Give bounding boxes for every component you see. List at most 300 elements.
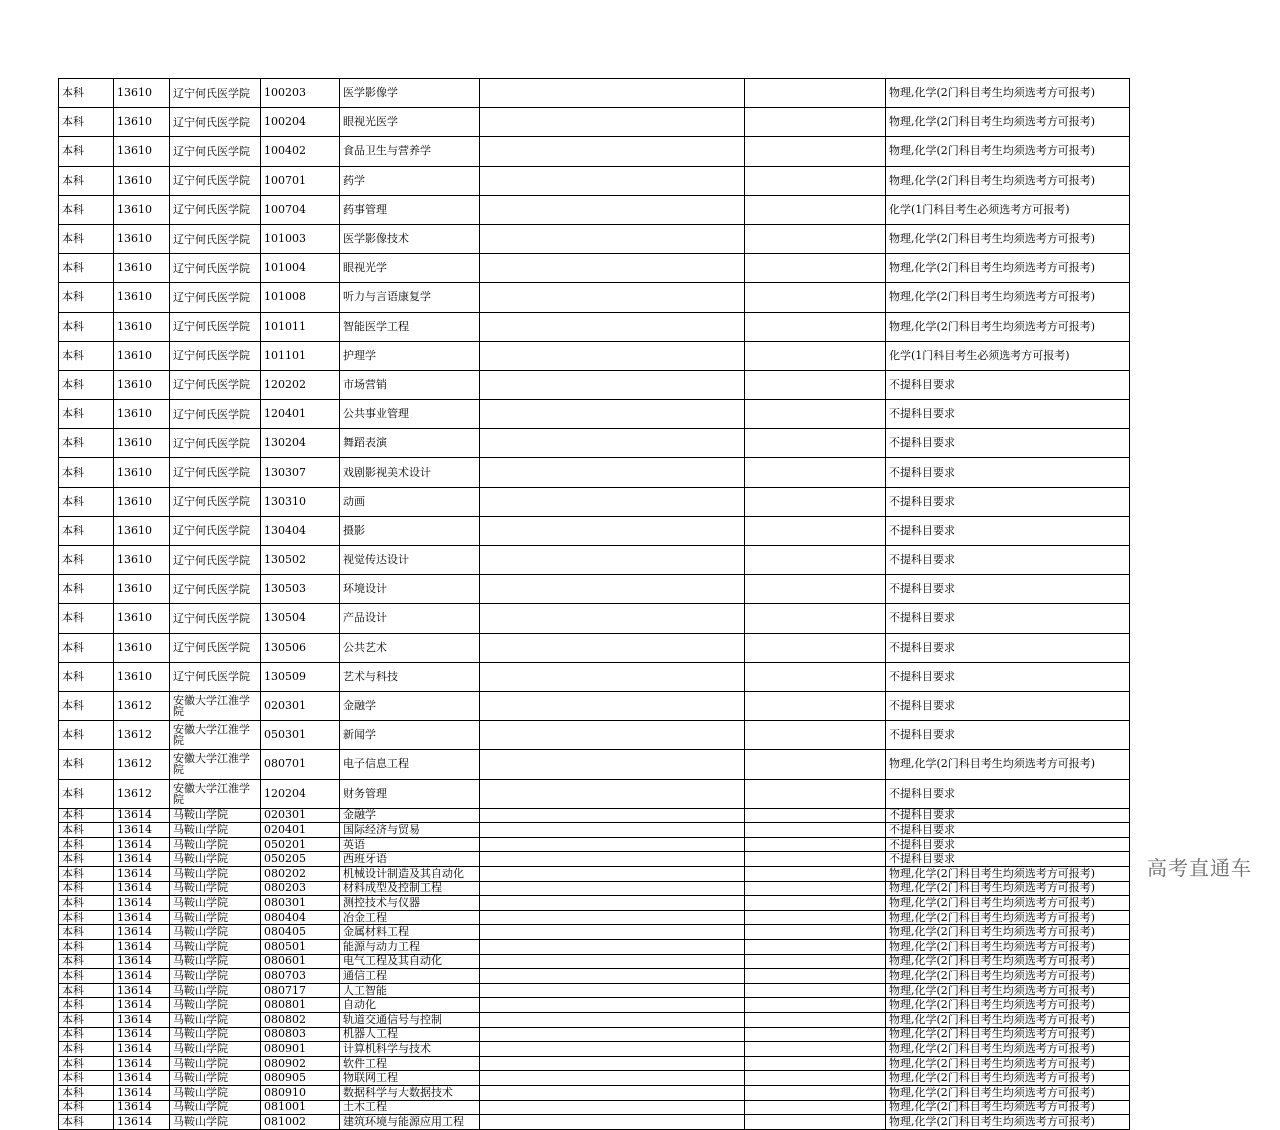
level-cell: 本科 xyxy=(59,254,114,283)
major-name-cell: 计算机科学与技术 xyxy=(340,1042,480,1057)
school-code-cell: 13610 xyxy=(114,516,170,545)
major-name-cell: 金融学 xyxy=(340,808,480,823)
blank-cell-b xyxy=(745,867,886,882)
table-row xyxy=(59,1085,1130,1100)
major-code-cell: 050201 xyxy=(261,837,340,852)
subject-requirement-cell: 不提科目要求 xyxy=(886,546,1130,575)
subject-requirement-cell: 物理,化学(2门科目考生均须选考方可报考) xyxy=(886,79,1130,108)
blank-cell-b xyxy=(745,370,886,399)
table-row xyxy=(59,1013,1130,1028)
major-code-cell: 130502 xyxy=(261,546,340,575)
major-name-cell: 机械设计制造及其自动化 xyxy=(340,867,480,882)
school-code-cell: 13614 xyxy=(114,881,170,896)
school-code-cell: 13614 xyxy=(114,867,170,882)
major-code-cell: 080901 xyxy=(261,1042,340,1057)
school-name-cell: 马鞍山学院 xyxy=(170,910,261,925)
blank-cell-b xyxy=(745,546,886,575)
school-code-cell: 13610 xyxy=(114,137,170,166)
level-cell: 本科 xyxy=(59,633,114,662)
subject-requirement-cell: 物理,化学(2门科目考生均须选考方可报考) xyxy=(886,954,1130,969)
school-code-cell: 13610 xyxy=(114,224,170,253)
level-cell: 本科 xyxy=(59,516,114,545)
blank-cell-a xyxy=(480,750,745,779)
major-code-cell: 050301 xyxy=(261,721,340,750)
major-code-cell: 120204 xyxy=(261,779,340,808)
table-row xyxy=(59,633,1130,662)
school-name-cell: 马鞍山学院 xyxy=(170,1056,261,1071)
blank-cell-b xyxy=(745,312,886,341)
major-code-cell: 080404 xyxy=(261,910,340,925)
table-row xyxy=(59,940,1130,955)
level-cell: 本科 xyxy=(59,429,114,458)
school-name-cell: 马鞍山学院 xyxy=(170,823,261,838)
major-code-cell: 101003 xyxy=(261,224,340,253)
table-row xyxy=(59,546,1130,575)
blank-cell-a xyxy=(480,969,745,984)
blank-cell-b xyxy=(745,429,886,458)
blank-cell-b xyxy=(745,691,886,720)
major-name-cell: 药学 xyxy=(340,166,480,195)
blank-cell-a xyxy=(480,487,745,516)
blank-cell-a xyxy=(480,881,745,896)
subject-requirement-cell: 物理,化学(2门科目考生均须选考方可报考) xyxy=(886,312,1130,341)
school-name-cell: 马鞍山学院 xyxy=(170,925,261,940)
major-code-cell: 130509 xyxy=(261,662,340,691)
school-code-cell: 13610 xyxy=(114,341,170,370)
subject-requirement-cell: 不提科目要求 xyxy=(886,370,1130,399)
school-name-cell: 辽宁何氏医学院 xyxy=(170,283,261,312)
school-code-cell: 13612 xyxy=(114,750,170,779)
school-code-cell: 13614 xyxy=(114,1042,170,1057)
subject-requirement-cell: 不提科目要求 xyxy=(886,852,1130,867)
blank-cell-b xyxy=(745,1042,886,1057)
level-cell: 本科 xyxy=(59,881,114,896)
major-name-cell: 戏剧影视美术设计 xyxy=(340,458,480,487)
blank-cell-a xyxy=(480,1013,745,1028)
major-name-cell: 物联网工程 xyxy=(340,1071,480,1086)
major-code-cell: 101008 xyxy=(261,283,340,312)
major-code-cell: 120202 xyxy=(261,370,340,399)
table-row xyxy=(59,1100,1130,1115)
blank-cell-b xyxy=(745,458,886,487)
level-cell: 本科 xyxy=(59,458,114,487)
school-code-cell: 13610 xyxy=(114,370,170,399)
major-code-cell: 080501 xyxy=(261,940,340,955)
school-code-cell: 13614 xyxy=(114,1085,170,1100)
school-name-cell: 马鞍山学院 xyxy=(170,852,261,867)
school-name-cell: 马鞍山学院 xyxy=(170,1071,261,1086)
major-name-cell: 财务管理 xyxy=(340,779,480,808)
blank-cell-a xyxy=(480,575,745,604)
school-name-cell: 辽宁何氏医学院 xyxy=(170,224,261,253)
major-name-cell: 测控技术与仪器 xyxy=(340,896,480,911)
major-code-cell: 080202 xyxy=(261,867,340,882)
school-code-cell: 13614 xyxy=(114,998,170,1013)
major-code-cell: 130204 xyxy=(261,429,340,458)
table-row xyxy=(59,969,1130,984)
blank-cell-b xyxy=(745,1100,886,1115)
blank-cell-a xyxy=(480,925,745,940)
blank-cell-b xyxy=(745,662,886,691)
school-code-cell: 13614 xyxy=(114,837,170,852)
level-cell: 本科 xyxy=(59,108,114,137)
table-row xyxy=(59,896,1130,911)
blank-cell-a xyxy=(480,546,745,575)
table-row xyxy=(59,998,1130,1013)
school-code-cell: 13610 xyxy=(114,283,170,312)
table-row xyxy=(59,750,1130,779)
level-cell: 本科 xyxy=(59,546,114,575)
blank-cell-a xyxy=(480,954,745,969)
school-name-cell: 辽宁何氏医学院 xyxy=(170,487,261,516)
table-row xyxy=(59,910,1130,925)
school-name-cell: 马鞍山学院 xyxy=(170,867,261,882)
blank-cell-a xyxy=(480,633,745,662)
subject-requirement-cell: 化学(1门科目考生必须选考方可报考) xyxy=(886,195,1130,224)
major-name-cell: 公共艺术 xyxy=(340,633,480,662)
major-name-cell: 金属材料工程 xyxy=(340,925,480,940)
school-name-cell: 马鞍山学院 xyxy=(170,1100,261,1115)
blank-cell-a xyxy=(480,1056,745,1071)
subject-requirement-cell: 物理,化学(2门科目考生均须选考方可报考) xyxy=(886,1042,1130,1057)
subject-requirement-cell: 不提科目要求 xyxy=(886,633,1130,662)
subject-requirement-cell: 物理,化学(2门科目考生均须选考方可报考) xyxy=(886,224,1130,253)
blank-cell-a xyxy=(480,312,745,341)
major-code-cell: 101004 xyxy=(261,254,340,283)
table-row xyxy=(59,983,1130,998)
level-cell: 本科 xyxy=(59,954,114,969)
school-code-cell: 13614 xyxy=(114,852,170,867)
table-row xyxy=(59,283,1130,312)
school-code-cell: 13610 xyxy=(114,166,170,195)
blank-cell-b xyxy=(745,881,886,896)
school-name-cell: 辽宁何氏医学院 xyxy=(170,312,261,341)
level-cell: 本科 xyxy=(59,925,114,940)
blank-cell-b xyxy=(745,224,886,253)
major-name-cell: 西班牙语 xyxy=(340,852,480,867)
table-row xyxy=(59,1056,1130,1071)
subject-requirement-cell: 物理,化学(2门科目考生均须选考方可报考) xyxy=(886,940,1130,955)
blank-cell-b xyxy=(745,1027,886,1042)
blank-cell-a xyxy=(480,721,745,750)
school-name-cell: 辽宁何氏医学院 xyxy=(170,79,261,108)
subject-requirement-cell: 物理,化学(2门科目考生均须选考方可报考) xyxy=(886,1100,1130,1115)
level-cell: 本科 xyxy=(59,1013,114,1028)
level-cell: 本科 xyxy=(59,750,114,779)
major-name-cell: 动画 xyxy=(340,487,480,516)
blank-cell-b xyxy=(745,954,886,969)
level-cell: 本科 xyxy=(59,940,114,955)
table-row xyxy=(59,370,1130,399)
school-code-cell: 13614 xyxy=(114,910,170,925)
watermark-logo: 高考直通车 xyxy=(1147,856,1252,880)
major-code-cell: 020401 xyxy=(261,823,340,838)
subject-requirement-cell: 不提科目要求 xyxy=(886,662,1130,691)
blank-cell-a xyxy=(480,823,745,838)
major-name-cell: 环境设计 xyxy=(340,575,480,604)
blank-cell-b xyxy=(745,108,886,137)
level-cell: 本科 xyxy=(59,400,114,429)
level-cell: 本科 xyxy=(59,852,114,867)
school-name-cell: 辽宁何氏医学院 xyxy=(170,195,261,224)
blank-cell-b xyxy=(745,852,886,867)
school-name-cell: 辽宁何氏医学院 xyxy=(170,429,261,458)
blank-cell-b xyxy=(745,896,886,911)
school-name-cell: 辽宁何氏医学院 xyxy=(170,633,261,662)
blank-cell-b xyxy=(745,721,886,750)
major-name-cell: 金融学 xyxy=(340,691,480,720)
school-name-cell: 马鞍山学院 xyxy=(170,896,261,911)
school-code-cell: 13610 xyxy=(114,108,170,137)
level-cell: 本科 xyxy=(59,166,114,195)
school-name-cell: 安徽大学江淮学院 xyxy=(170,750,261,779)
level-cell: 本科 xyxy=(59,896,114,911)
major-name-cell: 视觉传达设计 xyxy=(340,546,480,575)
level-cell: 本科 xyxy=(59,837,114,852)
blank-cell-a xyxy=(480,341,745,370)
major-code-cell: 080703 xyxy=(261,969,340,984)
blank-cell-b xyxy=(745,823,886,838)
major-name-cell: 材料成型及控制工程 xyxy=(340,881,480,896)
blank-cell-a xyxy=(480,1085,745,1100)
school-code-cell: 13610 xyxy=(114,429,170,458)
major-name-cell: 护理学 xyxy=(340,341,480,370)
table-row xyxy=(59,341,1130,370)
level-cell: 本科 xyxy=(59,370,114,399)
subject-requirement-cell: 物理,化学(2门科目考生均须选考方可报考) xyxy=(886,283,1130,312)
subject-requirement-cell: 物理,化学(2门科目考生均须选考方可报考) xyxy=(886,998,1130,1013)
blank-cell-b xyxy=(745,195,886,224)
subject-requirement-cell: 不提科目要求 xyxy=(886,516,1130,545)
subject-requirement-cell: 物理,化学(2门科目考生均须选考方可报考) xyxy=(886,254,1130,283)
major-code-cell: 080301 xyxy=(261,896,340,911)
major-name-cell: 轨道交通信号与控制 xyxy=(340,1013,480,1028)
blank-cell-a xyxy=(480,79,745,108)
table-row xyxy=(59,867,1130,882)
blank-cell-b xyxy=(745,1115,886,1130)
school-code-cell: 13614 xyxy=(114,954,170,969)
school-name-cell: 辽宁何氏医学院 xyxy=(170,516,261,545)
major-name-cell: 新闻学 xyxy=(340,721,480,750)
blank-cell-a xyxy=(480,808,745,823)
table-row xyxy=(59,881,1130,896)
school-code-cell: 13610 xyxy=(114,604,170,633)
blank-cell-b xyxy=(745,808,886,823)
level-cell: 本科 xyxy=(59,312,114,341)
level-cell: 本科 xyxy=(59,1085,114,1100)
major-code-cell: 050205 xyxy=(261,852,340,867)
blank-cell-a xyxy=(480,1071,745,1086)
table-row xyxy=(59,195,1130,224)
subject-requirement-cell: 不提科目要求 xyxy=(886,837,1130,852)
school-code-cell: 13610 xyxy=(114,400,170,429)
school-code-cell: 13614 xyxy=(114,983,170,998)
level-cell: 本科 xyxy=(59,969,114,984)
school-code-cell: 13610 xyxy=(114,458,170,487)
blank-cell-a xyxy=(480,166,745,195)
school-name-cell: 马鞍山学院 xyxy=(170,969,261,984)
table-row xyxy=(59,1071,1130,1086)
school-code-cell: 13610 xyxy=(114,254,170,283)
major-name-cell: 智能医学工程 xyxy=(340,312,480,341)
subject-requirement-cell: 物理,化学(2门科目考生均须选考方可报考) xyxy=(886,1085,1130,1100)
school-name-cell: 马鞍山学院 xyxy=(170,954,261,969)
major-code-cell: 100704 xyxy=(261,195,340,224)
blank-cell-b xyxy=(745,1013,886,1028)
blank-cell-b xyxy=(745,750,886,779)
blank-cell-b xyxy=(745,575,886,604)
school-name-cell: 安徽大学江淮学院 xyxy=(170,779,261,808)
school-code-cell: 13614 xyxy=(114,1115,170,1130)
blank-cell-b xyxy=(745,516,886,545)
school-name-cell: 辽宁何氏医学院 xyxy=(170,546,261,575)
subject-requirement-cell: 物理,化学(2门科目考生均须选考方可报考) xyxy=(886,1115,1130,1130)
major-code-cell: 080405 xyxy=(261,925,340,940)
major-name-cell: 通信工程 xyxy=(340,969,480,984)
major-name-cell: 机器人工程 xyxy=(340,1027,480,1042)
blank-cell-a xyxy=(480,400,745,429)
school-name-cell: 辽宁何氏医学院 xyxy=(170,341,261,370)
blank-cell-b xyxy=(745,604,886,633)
major-name-cell: 药事管理 xyxy=(340,195,480,224)
school-code-cell: 13614 xyxy=(114,1056,170,1071)
school-name-cell: 辽宁何氏医学院 xyxy=(170,137,261,166)
blank-cell-a xyxy=(480,1100,745,1115)
blank-cell-a xyxy=(480,137,745,166)
major-code-cell: 100402 xyxy=(261,137,340,166)
subject-requirement-cell: 不提科目要求 xyxy=(886,429,1130,458)
major-name-cell: 土木工程 xyxy=(340,1100,480,1115)
table-row xyxy=(59,954,1130,969)
subject-requirement-cell: 物理,化学(2门科目考生均须选考方可报考) xyxy=(886,867,1130,882)
major-name-cell: 市场营销 xyxy=(340,370,480,399)
school-name-cell: 辽宁何氏医学院 xyxy=(170,166,261,195)
school-name-cell: 马鞍山学院 xyxy=(170,1115,261,1130)
blank-cell-a xyxy=(480,429,745,458)
subject-requirement-cell: 不提科目要求 xyxy=(886,779,1130,808)
table-row xyxy=(59,254,1130,283)
school-code-cell: 13614 xyxy=(114,940,170,955)
table-row xyxy=(59,1027,1130,1042)
school-code-cell: 13610 xyxy=(114,79,170,108)
major-name-cell: 建筑环境与能源应用工程 xyxy=(340,1115,480,1130)
blank-cell-b xyxy=(745,487,886,516)
level-cell: 本科 xyxy=(59,79,114,108)
level-cell: 本科 xyxy=(59,1027,114,1042)
school-name-cell: 马鞍山学院 xyxy=(170,808,261,823)
subject-requirement-cell: 物理,化学(2门科目考生均须选考方可报考) xyxy=(886,1056,1130,1071)
school-code-cell: 13612 xyxy=(114,721,170,750)
major-name-cell: 产品设计 xyxy=(340,604,480,633)
table-row xyxy=(59,721,1130,750)
school-name-cell: 马鞍山学院 xyxy=(170,1027,261,1042)
table-row xyxy=(59,925,1130,940)
major-name-cell: 眼视光医学 xyxy=(340,108,480,137)
level-cell: 本科 xyxy=(59,1042,114,1057)
level-cell: 本科 xyxy=(59,910,114,925)
school-name-cell: 辽宁何氏医学院 xyxy=(170,604,261,633)
level-cell: 本科 xyxy=(59,983,114,998)
blank-cell-b xyxy=(745,983,886,998)
table-row xyxy=(59,108,1130,137)
level-cell: 本科 xyxy=(59,1056,114,1071)
school-code-cell: 13610 xyxy=(114,546,170,575)
major-code-cell: 130310 xyxy=(261,487,340,516)
level-cell: 本科 xyxy=(59,224,114,253)
major-name-cell: 摄影 xyxy=(340,516,480,545)
subject-requirement-cell: 不提科目要求 xyxy=(886,487,1130,516)
blank-cell-a xyxy=(480,1115,745,1130)
major-name-cell: 艺术与科技 xyxy=(340,662,480,691)
subject-requirement-cell: 不提科目要求 xyxy=(886,808,1130,823)
school-code-cell: 13610 xyxy=(114,633,170,662)
level-cell: 本科 xyxy=(59,662,114,691)
school-name-cell: 辽宁何氏医学院 xyxy=(170,458,261,487)
blank-cell-a xyxy=(480,108,745,137)
table-row xyxy=(59,691,1130,720)
school-code-cell: 13612 xyxy=(114,691,170,720)
school-name-cell: 辽宁何氏医学院 xyxy=(170,370,261,399)
table-row xyxy=(59,779,1130,808)
table-row xyxy=(59,400,1130,429)
subject-requirement-cell: 物理,化学(2门科目考生均须选考方可报考) xyxy=(886,983,1130,998)
level-cell: 本科 xyxy=(59,867,114,882)
blank-cell-b xyxy=(745,779,886,808)
table-row xyxy=(59,458,1130,487)
table-row xyxy=(59,429,1130,458)
school-name-cell: 马鞍山学院 xyxy=(170,1042,261,1057)
level-cell: 本科 xyxy=(59,823,114,838)
major-code-cell: 100203 xyxy=(261,79,340,108)
subject-requirement-cell: 不提科目要求 xyxy=(886,691,1130,720)
subject-requirement-cell: 物理,化学(2门科目考生均须选考方可报考) xyxy=(886,1013,1130,1028)
major-name-cell: 软件工程 xyxy=(340,1056,480,1071)
table-row xyxy=(59,79,1130,108)
subject-requirement-cell: 不提科目要求 xyxy=(886,823,1130,838)
major-code-cell: 020301 xyxy=(261,808,340,823)
level-cell: 本科 xyxy=(59,283,114,312)
major-name-cell: 数据科学与大数据技术 xyxy=(340,1085,480,1100)
major-code-cell: 081002 xyxy=(261,1115,340,1130)
blank-cell-a xyxy=(480,896,745,911)
school-name-cell: 马鞍山学院 xyxy=(170,837,261,852)
table-row xyxy=(59,166,1130,195)
blank-cell-a xyxy=(480,662,745,691)
school-name-cell: 辽宁何氏医学院 xyxy=(170,400,261,429)
major-code-cell: 020301 xyxy=(261,691,340,720)
school-name-cell: 马鞍山学院 xyxy=(170,1013,261,1028)
table-row xyxy=(59,516,1130,545)
major-code-cell: 080910 xyxy=(261,1085,340,1100)
major-code-cell: 130503 xyxy=(261,575,340,604)
major-name-cell: 电子信息工程 xyxy=(340,750,480,779)
level-cell: 本科 xyxy=(59,195,114,224)
major-name-cell: 医学影像技术 xyxy=(340,224,480,253)
school-code-cell: 13610 xyxy=(114,312,170,341)
subject-requirement-cell: 物理,化学(2门科目考生均须选考方可报考) xyxy=(886,108,1130,137)
major-name-cell: 食品卫生与营养学 xyxy=(340,137,480,166)
major-name-cell: 医学影像学 xyxy=(340,79,480,108)
blank-cell-a xyxy=(480,910,745,925)
major-code-cell: 130506 xyxy=(261,633,340,662)
level-cell: 本科 xyxy=(59,998,114,1013)
blank-cell-b xyxy=(745,1085,886,1100)
blank-cell-a xyxy=(480,195,745,224)
blank-cell-b xyxy=(745,969,886,984)
major-code-cell: 080902 xyxy=(261,1056,340,1071)
major-name-cell: 人工智能 xyxy=(340,983,480,998)
blank-cell-b xyxy=(745,254,886,283)
